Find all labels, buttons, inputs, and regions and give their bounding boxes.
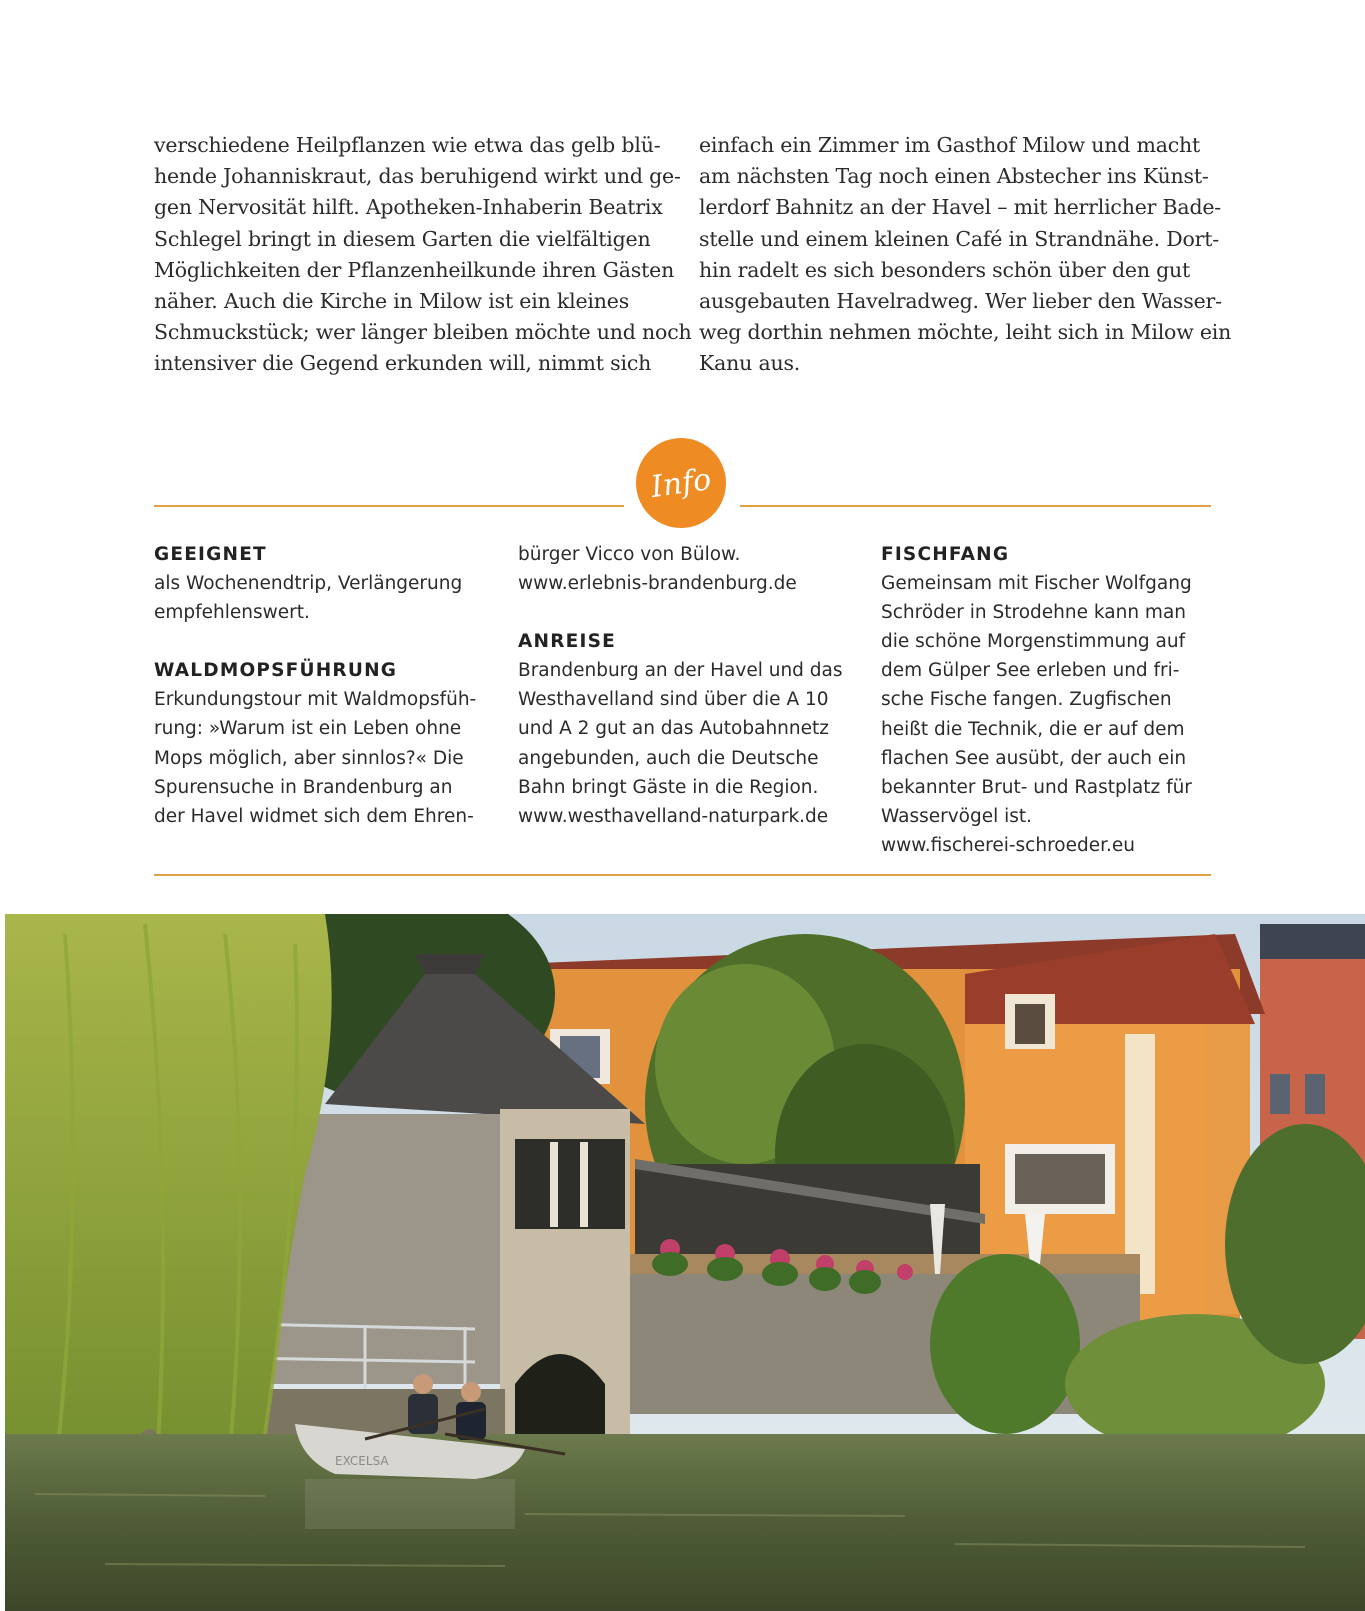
info-link[interactable]: www.erlebnis-brandenburg.de [518,573,797,595]
info-line: Schröder in Strodehne kann man [881,602,1187,624]
info-line: Spurensuche in Brandenburg an [154,776,453,798]
info-badge-label: Info [648,461,714,505]
info-line: flachen See ausübt, der auch ein [881,747,1187,769]
body-line: hende Johanniskraut, das beruhigend wirkt und ge- [154,164,681,189]
body-line: stelle und einem kleinen Café in Strandnähe. Dort- [699,226,1219,251]
info-line: angebunden, auch die Deutsche [518,747,819,769]
info-line: die schöne Morgenstimmung auf [881,631,1186,653]
info-line: Westhavelland sind über die A 10 [518,689,829,711]
info-line: empfehlenswert. [154,602,310,624]
info-line: dem Gülper See erleben und fri- [881,660,1180,682]
body-line: Schlegel bringt in diesem Garten die vielfältigen [154,226,651,251]
info-line: Erkundungstour mit Waldmopsfüh- [154,689,477,711]
info-badge [630,432,732,534]
info-line: rung: »Warum ist ein Leben ohne [154,718,462,740]
info-line: und A 2 gut an das Autobahnnetz [518,718,829,740]
info-divider-right [740,505,1211,507]
info-column-2 [518,540,843,831]
body-line: am nächsten Tag noch einen Abstecher ins Künst- [699,164,1209,189]
info-line: Brandenburg an der Havel und das [518,660,843,682]
info-line: Mops möglich, aber sinnlos?« Die [154,747,464,769]
body-line: gen Nervosität hilft. Apotheken-Inhaberin Beatrix [154,195,663,220]
body-line: Kanu aus. [699,351,801,376]
info-line: der Havel widmet sich dem Ehren- [154,805,474,827]
body-line: weg dorthin nehmen möchte, leiht sich in Milow ein [699,320,1232,345]
info-line: Bahn bringt Gäste in die Region. [518,776,819,798]
body-line: lerdorf Bahnitz an der Havel – mit herrlicher Bade- [699,195,1222,220]
body-line: verschiedene Heilpflanzen wie etwa das gelb blü- [154,133,661,157]
body-line: einfach ein Zimmer im Gasthof Milow und macht [699,133,1201,157]
info-line: bekannter Brut- und Rastplatz für [881,776,1192,798]
info-line: als Wochenendtrip, Verlängerung [154,573,463,595]
body-line: Schmuckstück; wer länger bleiben möchte und noch [154,320,692,345]
info-heading-geeignet: GEEIGNET [154,544,267,565]
body-line: ausgebauten Havelradweg. Wer lieber den Wasser- [699,289,1222,314]
info-column-1 [154,540,476,831]
info-link[interactable]: www.fischerei-schroeder.eu [881,834,1135,856]
info-line: heißt die Technik, die er auf dem [881,718,1185,740]
river-photo [5,914,1365,1611]
body-line: näher. Auch die Kirche in Milow ist ein kleines [154,289,630,314]
body-text-right-column [699,130,1232,380]
info-heading-waldmops: WALDMOPSFÜHRUNG [154,660,398,682]
info-column-3 [881,540,1192,860]
info-heading-fischfang: FISCHFANG [881,544,1010,565]
info-divider-bottom [154,874,1211,876]
info-line: Wasservögel ist. [881,805,1033,827]
body-line: hin radelt es sich besonders schön über den gut [699,257,1191,282]
info-heading-anreise: ANREISE [518,631,616,653]
info-line: bürger Vicco von Bülow. [518,544,741,565]
info-link[interactable]: www.westhavelland-naturpark.de [518,805,829,827]
info-line: Gemeinsam mit Fischer Wolfgang [881,573,1192,595]
body-line: Möglichkeiten der Pflanzenheilkunde ihren Gästen [154,257,675,282]
body-text-left-column [154,130,692,380]
body-line: intensiver die Gegend erkunden will, nimmt sich [154,351,652,376]
info-line: sche Fische fangen. Zugfischen [881,689,1172,711]
info-divider-left [154,505,624,507]
canoe-text: EXCELSA [335,1454,389,1468]
